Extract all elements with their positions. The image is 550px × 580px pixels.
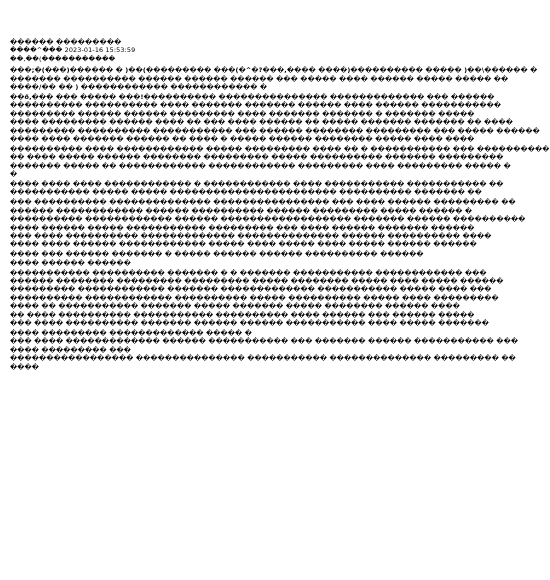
paragraph-line: ���������� ������������ ������ ������������������ ������� ������ ����������: [10, 215, 526, 224]
paragraph-line: ��������� ���������� ����������� ��� ������ �������� ��������� ��� ����� ������: [10, 126, 540, 135]
paragraph-line: �� ���� ����� ������ �������� ��������� ����� ���������� ������� ���������: [10, 153, 504, 162]
paragraph-line: ������� ���������� ������ ������ ������ ��� ����� ���� ������ ����� ����� ��: [10, 74, 509, 83]
paragraph: [10, 144, 550, 179]
document-title: ������ ���������: [10, 38, 122, 46]
paragraph-line: ���� ��������� ������ ���� �� ��� ���� ������ �� ����� ������� ������� �� ����: [10, 118, 514, 127]
paragraph-line: ���;�(���)������ � )��(��������� ���(�^�?���,���� ����)���������� ����� )��\������ �: [10, 66, 538, 75]
paragraph-line: ��ð,��� ��� ����� ���!���������� ��������������� ������������� ��� ������: [10, 92, 495, 101]
paragraph-line: ���� ���� ���� ������������ � ������������ ���� ����������� ����������� ��: [10, 180, 504, 188]
paragraph: [10, 268, 504, 328]
paragraph-line: ���������� ������������ ���������� ����� ���������� ����� ���� ���������: [10, 293, 499, 302]
paragraph-line: ���������� ���� ������������ ����� ��������� ���� �� � ����������� ��� ����������: [10, 144, 550, 153]
paragraph-line: ����������� ���������� ������� � � ������� ����������� ������������ ���: [10, 268, 487, 277]
paragraph-line: ��������� ������������ ������� ������������� ����������� ����� ���� ���: [10, 285, 492, 294]
paragraph-line: ���� ���� ������� ������ �� ���� � ����� ������ �������� ����� ���� ����: [10, 134, 475, 143]
paragraph: [10, 66, 538, 92]
document-paragraphs: [10, 66, 550, 371]
paragraph: [10, 92, 540, 143]
paragraph-line: ��� ���� ���������� ������� ������ ������ ����������� ���� ����� �������: [10, 319, 490, 327]
paragraph-line: ��� ���� ���������� ������������� �������������� ������ ���������� ����: [10, 231, 492, 240]
paragraph: [10, 250, 438, 267]
paragraph-line: ��� ���������� �������������� ���������������� ��� ���� ������ ��������� ��: [10, 198, 516, 207]
paragraph-line: ��� ���� ������������� ������ ����������� ��� ������� ������ ����������� ���: [10, 337, 519, 346]
paragraph-line: ����������� ����� ����� ����������������������� ���������� ������� ��: [10, 188, 482, 197]
document-category: ��,��(�����������: [10, 54, 116, 63]
paragraph-line: ����������������� ��������������� ����������� �������������� ��������� ��: [10, 354, 516, 363]
paragraph-line: ���� ��������� ���: [10, 345, 131, 354]
paragraph-line: ������ �������� ��������� ��������� ����� �������� ����� ���� ����� ������: [10, 276, 504, 285]
paragraph-line: ���� ������ ������: [10, 258, 131, 267]
paragraph: [10, 198, 526, 249]
paragraph-line: ���� ��������� ������������� ����� �: [10, 328, 252, 337]
paragraph-line: �� ���� ���������� ����������� ���������� ���� ������ ��� ������ �����: [10, 310, 475, 319]
paragraph-line: ����/�� �� ) ������������ ������������ �: [10, 83, 268, 92]
paragraph-line: ���������� ���������� ���� ������� ������� ������ ���� ������ �����������: [10, 101, 502, 110]
document-body: [10, 38, 550, 372]
paragraph-line: �: [10, 170, 18, 179]
paragraph-line: ������ ������������ ������ ���������� ������ ��������� ����� ������ �: [10, 206, 473, 215]
document-meta: ����^��� 2023-01-16 15:53:59: [10, 46, 136, 55]
paragraph-line: ��������� ������ ������ ��������� ���� ������� ������� � ������� �����: [10, 109, 475, 118]
paragraph-line: ����: [10, 362, 40, 371]
paragraph: [10, 328, 519, 371]
document-header: [10, 38, 438, 63]
paragraph-line: ������� ����� �� ������������ ������������ ��������� ���� ��������� ����� �: [10, 161, 511, 170]
paragraph-line: ���� ��� ������ ������� � ����� ������ ������ ���������� ������: [10, 250, 424, 259]
paragraph: [10, 180, 504, 197]
paragraph-line: ���� �� ����������� ������� ����� ������� ����� �������� ������ ����: [10, 302, 460, 311]
paragraph-line: ���� ���� ������ ������������ ����� ���� ����� ���� ����� ������ ������: [10, 240, 477, 249]
paragraph-line: ���� ������ ����� ����������� ��������� ��� ���� ������ ������� ������: [10, 223, 475, 232]
